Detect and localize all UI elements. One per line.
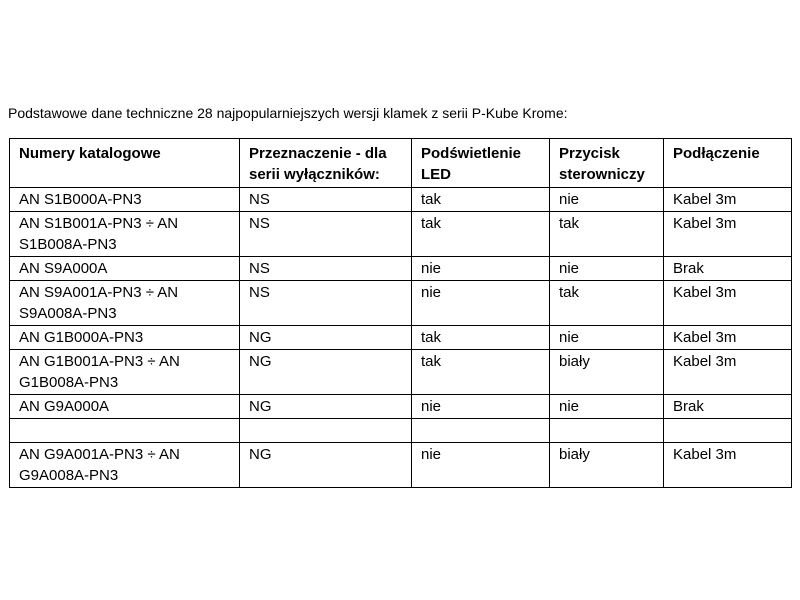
cell-button: nie — [550, 188, 664, 212]
cell-button — [550, 419, 664, 443]
cell-catalog: AN S9A000A — [10, 257, 240, 281]
table-row — [10, 257, 792, 281]
cell-button: biały — [550, 443, 664, 488]
cell-purpose: NS — [240, 257, 412, 281]
cell-purpose — [240, 419, 412, 443]
cell-button: nie — [550, 326, 664, 350]
header-catalog-numbers: Numery katalogowe — [10, 139, 240, 188]
cell-connection: Kabel 3m — [664, 443, 792, 488]
cell-button: tak — [550, 212, 664, 257]
cell-catalog — [10, 419, 240, 443]
table-row — [10, 443, 792, 488]
cell-catalog: AN G9A001A-PN3 ÷ AN G9A008A-PN3 — [10, 443, 240, 488]
spec-table — [9, 138, 792, 488]
cell-purpose: NS — [240, 281, 412, 326]
cell-connection: Kabel 3m — [664, 212, 792, 257]
cell-button: nie — [550, 257, 664, 281]
cell-purpose: NS — [240, 188, 412, 212]
table-row — [10, 326, 792, 350]
cell-connection: Kabel 3m — [664, 281, 792, 326]
document-caption: Podstawowe dane techniczne 28 najpopularniejszych wersji klamek z serii P-Kube Krome: — [8, 105, 568, 121]
table-row — [10, 188, 792, 212]
cell-connection: Kabel 3m — [664, 188, 792, 212]
cell-button: biały — [550, 350, 664, 395]
cell-led: nie — [412, 281, 550, 326]
cell-purpose: NG — [240, 350, 412, 395]
cell-connection: Brak — [664, 257, 792, 281]
cell-catalog: AN G1B001A-PN3 ÷ AN G1B008A-PN3 — [10, 350, 240, 395]
cell-connection — [664, 419, 792, 443]
cell-catalog: AN S1B000A-PN3 — [10, 188, 240, 212]
cell-led: tak — [412, 188, 550, 212]
cell-led — [412, 419, 550, 443]
cell-led: nie — [412, 395, 550, 419]
cell-connection: Kabel 3m — [664, 350, 792, 395]
table-row — [10, 350, 792, 395]
header-purpose: Przeznaczenie - dla serii wyłączników: — [240, 139, 412, 188]
cell-button: tak — [550, 281, 664, 326]
header-led-backlight: Podświetlenie LED — [412, 139, 550, 188]
cell-connection: Brak — [664, 395, 792, 419]
cell-catalog: AN S1B001A-PN3 ÷ AN S1B008A-PN3 — [10, 212, 240, 257]
header-control-button: Przycisk sterowniczy — [550, 139, 664, 188]
cell-led: tak — [412, 212, 550, 257]
cell-purpose: NG — [240, 395, 412, 419]
cell-catalog: AN S9A001A-PN3 ÷ AN S9A008A-PN3 — [10, 281, 240, 326]
cell-catalog: AN G9A000A — [10, 395, 240, 419]
table-row — [10, 212, 792, 257]
table-row — [10, 281, 792, 326]
table-row-empty — [10, 419, 792, 443]
cell-purpose: NS — [240, 212, 412, 257]
cell-catalog: AN G1B000A-PN3 — [10, 326, 240, 350]
table-header-row — [10, 139, 792, 188]
cell-purpose: NG — [240, 443, 412, 488]
cell-led: nie — [412, 443, 550, 488]
cell-led: nie — [412, 257, 550, 281]
cell-connection: Kabel 3m — [664, 326, 792, 350]
table-row — [10, 395, 792, 419]
cell-button: nie — [550, 395, 664, 419]
cell-led: tak — [412, 350, 550, 395]
cell-purpose: NG — [240, 326, 412, 350]
header-connection: Podłączenie — [664, 139, 792, 188]
cell-led: tak — [412, 326, 550, 350]
